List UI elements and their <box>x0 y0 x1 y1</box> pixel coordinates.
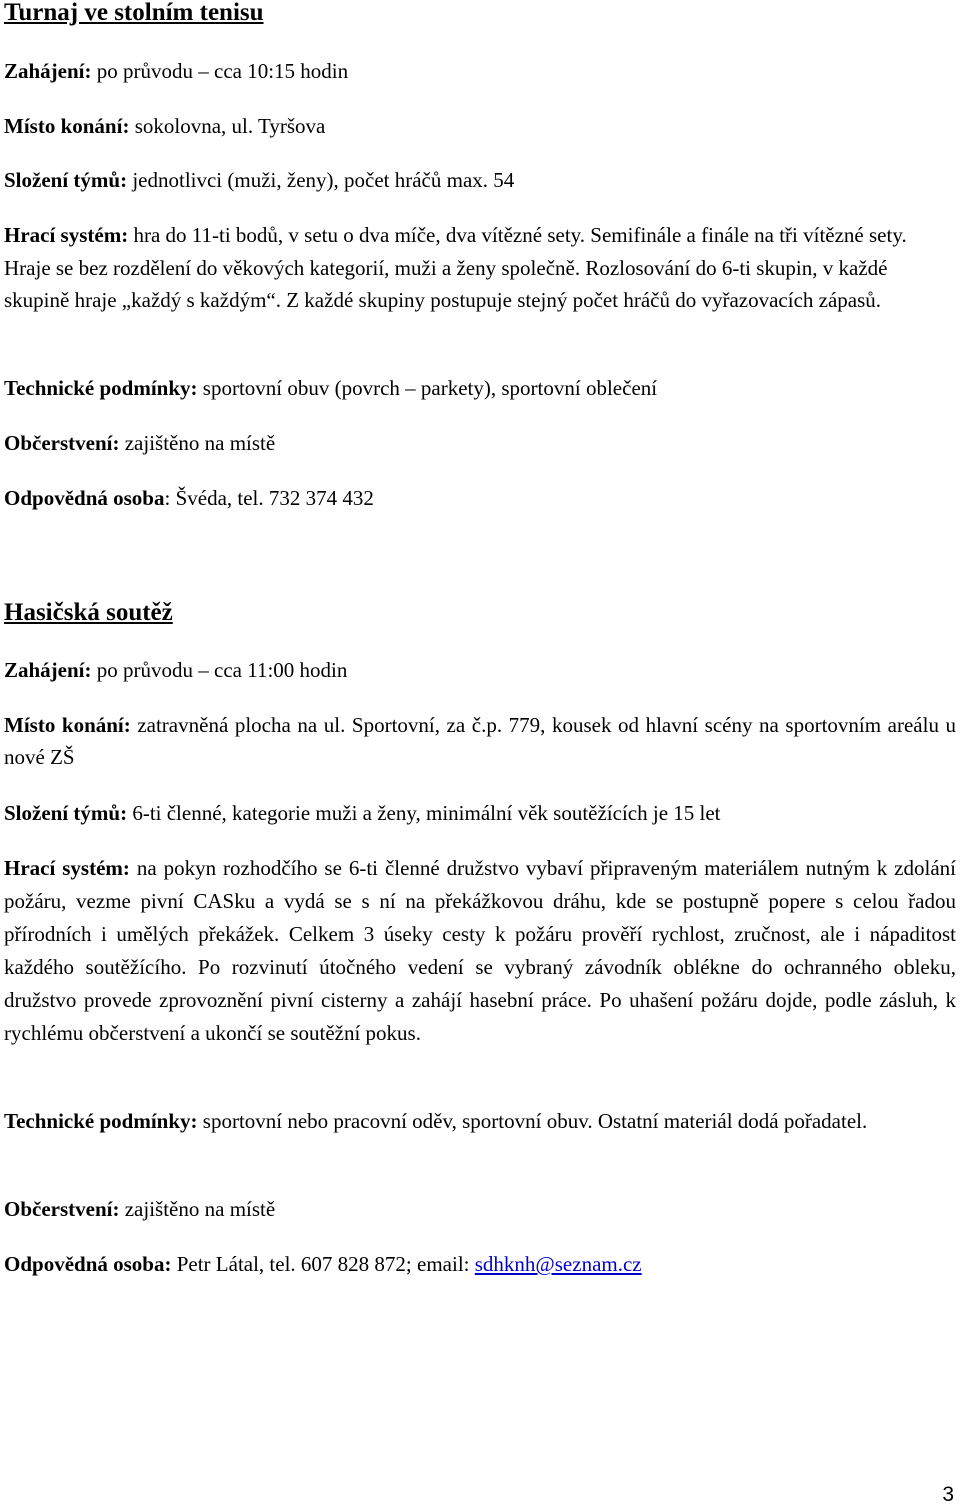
section-title-table-tennis: Turnaj ve stolním tenisu <box>4 0 264 26</box>
refreshment-label: Občerstvení: <box>4 431 120 455</box>
venue-value-2: zatravněná plocha na ul. Sportovní, za č.p. 779, kousek od hlavní scény na sportovním areálu u nové ZŠ <box>4 713 957 769</box>
contact-label: Odpovědná osoba <box>4 486 165 510</box>
tech-line <box>4 372 956 404</box>
tech-paragraph-2 <box>4 1105 956 1137</box>
system-label: Hrací systém: <box>4 223 129 247</box>
start-label-2: Zahájení: <box>4 658 92 682</box>
refreshment-line <box>4 427 956 459</box>
teams-line-2 <box>4 797 956 829</box>
system-paragraph-2 <box>4 852 956 1050</box>
refreshment-line-2 <box>4 1193 956 1225</box>
tech-value-2: sportovní nebo pracovní oděv, sportovní obuv. Ostatní materiál dodá pořadatel. <box>197 1109 868 1133</box>
start-line <box>4 55 956 87</box>
page-number: 3 <box>942 1483 954 1506</box>
start-value-2: po průvodu – cca 11:00 hodin <box>91 658 348 682</box>
venue-paragraph-2 <box>4 709 956 773</box>
venue-line <box>4 110 956 142</box>
refreshment-value-2: zajištěno na místě <box>119 1197 276 1221</box>
system-value-2: na pokyn rozhodčího se 6-ti členné družstvo vybaví připraveným materiálem nutným k zdolání požáru, vezme pivní CASku a vydá se s ní na překážkovou dráhu, kde se postupně popere s celou řadou přírodních i umělých překážek. Celkem 3 úseky cesty k požáru prověří rychlost, zručnost, ale i nápaditost každého soutěžícího. Po rozvinutí útočného vedení se vybraný závodník oblékne do ochranného obleku, družstvo provede zprovoznění pivní cisterny a zahájí hasební práce. Po uhašení požáru dojde, podle zásluh, k rychlému občerstvení a ukončí se soutěžní pokus. <box>4 856 956 1045</box>
teams-value: jednotlivci (muži, ženy), počet hráčů max. 54 <box>127 168 515 192</box>
system-label-2: Hrací systém: <box>4 856 130 880</box>
contact-value-2: Petr Látal, tel. 607 828 872; email: <box>171 1252 475 1276</box>
teams-line <box>4 164 956 196</box>
contact-line-2 <box>4 1248 956 1280</box>
refreshment-label-2: Občerstvení: <box>4 1197 120 1221</box>
start-value: po průvodu – cca 10:15 hodin <box>91 59 349 83</box>
email-link[interactable]: sdhknh@seznam.cz <box>474 1252 642 1276</box>
start-label: Zahájení: <box>4 59 92 83</box>
venue-label-2: Místo konání: <box>4 713 131 737</box>
contact-label-2: Odpovědná osoba: <box>4 1252 172 1276</box>
tech-label-2: Technické podmínky: <box>4 1109 198 1133</box>
system-value: hra do 11-ti bodů, v setu o dva míče, dva vítězné sety. Semifinále a finále na tři vítězné sety. Hraje se bez rozdělení do věkových kategorií, muži a ženy společně. Rozlosování do 6-ti skupin, v každé skupině hraje „každý s každým“. Z každé skupiny postupuje stejný počet hráčů do vyřazovacích zápasů. <box>4 223 907 312</box>
teams-label: Složení týmů: <box>4 168 128 192</box>
section-title-firefighters: Hasičská soutěž <box>4 599 173 626</box>
tech-label: Technické podmínky: <box>4 376 198 400</box>
teams-label-2: Složení týmů: <box>4 801 128 825</box>
contact-value: : Švéda, tel. 732 374 432 <box>164 486 374 510</box>
venue-value: sokolovna, ul. Tyršova <box>129 114 326 138</box>
start-line-2 <box>4 654 956 686</box>
venue-label: Místo konání: <box>4 114 130 138</box>
system-paragraph <box>4 219 956 317</box>
tech-value: sportovní obuv (povrch – parkety), sportovní oblečení <box>197 376 658 400</box>
refreshment-value: zajištěno na místě <box>119 431 276 455</box>
teams-value-2: 6-ti členné, kategorie muži a ženy, minimální věk soutěžících je 15 let <box>127 801 721 825</box>
contact-line <box>4 482 956 514</box>
